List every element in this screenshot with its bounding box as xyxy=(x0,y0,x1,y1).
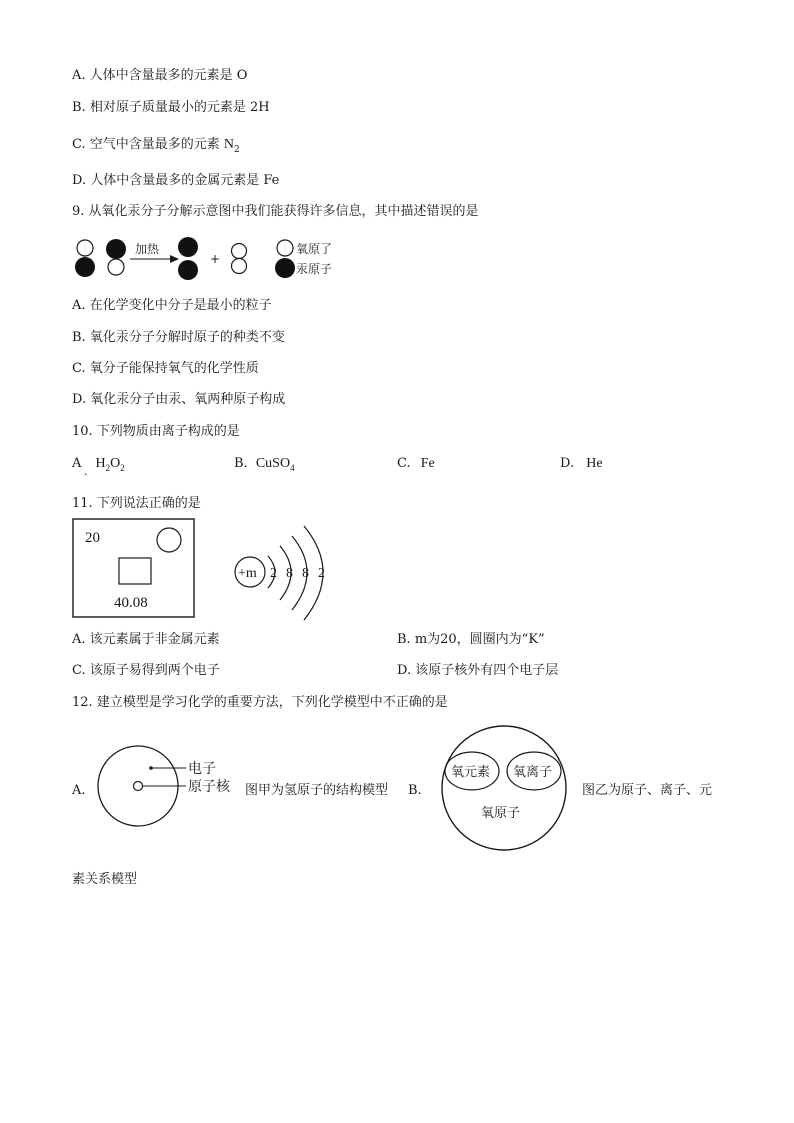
arrow-head-icon xyxy=(170,255,179,263)
mercury-atom xyxy=(178,237,198,257)
q10-option-a-formula: $H_2O_2$ xyxy=(95,456,125,473)
arrow-label: 加热 xyxy=(135,242,160,256)
q12-option-a-label: A. xyxy=(72,783,86,798)
q12-option-a-caption: 图甲为氢原子的结构模型 xyxy=(245,783,389,798)
atomic-mass: 40.08 xyxy=(114,595,148,611)
q8-option-c xyxy=(72,136,240,155)
oxygen-atom xyxy=(232,259,247,274)
nucleus-charge: +m xyxy=(238,566,257,581)
q11-stem: 11. 下列说法正确的是 xyxy=(72,496,201,511)
q11-element-cell xyxy=(72,518,197,620)
mercury-atom xyxy=(178,260,198,280)
q8-option-c-subscript: 2 xyxy=(234,145,240,155)
shell-4-electrons: 2 xyxy=(318,566,325,581)
oxygen-atom xyxy=(108,259,124,275)
shell-2-electrons: 8 xyxy=(286,566,293,581)
mercury-atom xyxy=(106,239,126,259)
q8-option-c-formula: N xyxy=(223,137,235,152)
q9-option-a: A. 在化学变化中分子是最小的粒子 xyxy=(72,298,272,313)
q12-stem: 12. 建立模型是学习化学的重要方法，下列化学模型中不正确的是 xyxy=(72,695,448,710)
legend-mercury-label: 汞原子 xyxy=(296,262,333,276)
q12-option-b-caption: 图乙为原子、离子、元 xyxy=(582,783,713,798)
shell-1-electrons: 2 xyxy=(270,566,277,581)
q8-option-c-text: C. 空气中含量最多的元素 xyxy=(72,137,224,152)
q10-option-c-label: C. xyxy=(397,456,411,471)
q10-stem: 10. 下列物质由离子构成的是 xyxy=(72,424,240,439)
q10-option-d-label: D. xyxy=(560,456,575,471)
q8-option-b: B. 相对原子质量最小的元素是 2H xyxy=(72,100,270,115)
q10-option-b-formula: CuSO$_4$ xyxy=(255,456,295,473)
q8-option-a: A. 人体中含量最多的元素是 O xyxy=(72,68,248,83)
legend-mercury-icon xyxy=(275,258,295,278)
q12-relationship-model xyxy=(434,724,574,852)
q10-option-d-formula: He xyxy=(586,456,603,471)
q10-option-a xyxy=(72,455,125,478)
mercury-atom xyxy=(75,257,95,277)
oxygen-element-label: 氧元素 xyxy=(451,765,491,780)
oxygen-atom xyxy=(232,244,247,259)
q12-option-b-caption-continued: 素关系模型 xyxy=(72,872,138,887)
legend-oxygen-icon xyxy=(277,240,293,256)
atomic-number: 20 xyxy=(85,530,100,546)
q11-option-c: C. 该原子易得到两个电子 xyxy=(72,663,220,678)
q9-stem: 9. 从氧化汞分子分解示意图中我们能获得许多信息，其中描述错误的是 xyxy=(72,204,479,219)
plus-sign: + xyxy=(210,252,221,266)
q11-option-a: A. 该元素属于非金属元素 xyxy=(72,632,220,647)
nucleus-label: 原子核 xyxy=(188,779,230,795)
q9-option-d: D. 氧化汞分子由汞、氧两种原子构成 xyxy=(72,392,286,407)
q8-option-d: D. 人体中含量最多的金属元素是 Fe xyxy=(72,173,280,188)
legend-oxygen-label: 氧原了 xyxy=(296,242,333,256)
q12-hydrogen-model xyxy=(96,744,246,830)
q11-atomic-structure xyxy=(230,518,340,628)
q10-option-b-label: B. xyxy=(234,456,248,471)
q10-option-a-dot: . xyxy=(84,465,88,478)
q10-option-c-formula: Fe xyxy=(420,456,435,471)
q10-option-b xyxy=(234,455,295,473)
q11-option-b: B. m为20，圆圈内为“K” xyxy=(397,632,545,647)
electron-label: 电子 xyxy=(188,761,216,777)
oxygen-atom-label: 氧原子 xyxy=(481,806,521,821)
q10-option-c xyxy=(397,455,435,473)
q10-option-d xyxy=(560,455,603,473)
q12-option-b-label: B. xyxy=(408,783,422,798)
q9-option-c: C. 氧分子能保持氧气的化学性质 xyxy=(72,361,259,376)
q9-decomposition-diagram xyxy=(70,232,370,284)
nucleus-circle xyxy=(134,782,143,791)
q9-option-b: B. 氧化汞分子分解时原子的种类不变 xyxy=(72,330,285,345)
oxygen-ion-label: 氧离子 xyxy=(513,765,553,780)
oxygen-atom xyxy=(77,240,93,256)
q10-option-a-label: A xyxy=(72,456,82,471)
q11-option-d: D. 该原子核外有四个电子层 xyxy=(397,663,559,678)
shell-3-electrons: 8 xyxy=(302,566,309,581)
